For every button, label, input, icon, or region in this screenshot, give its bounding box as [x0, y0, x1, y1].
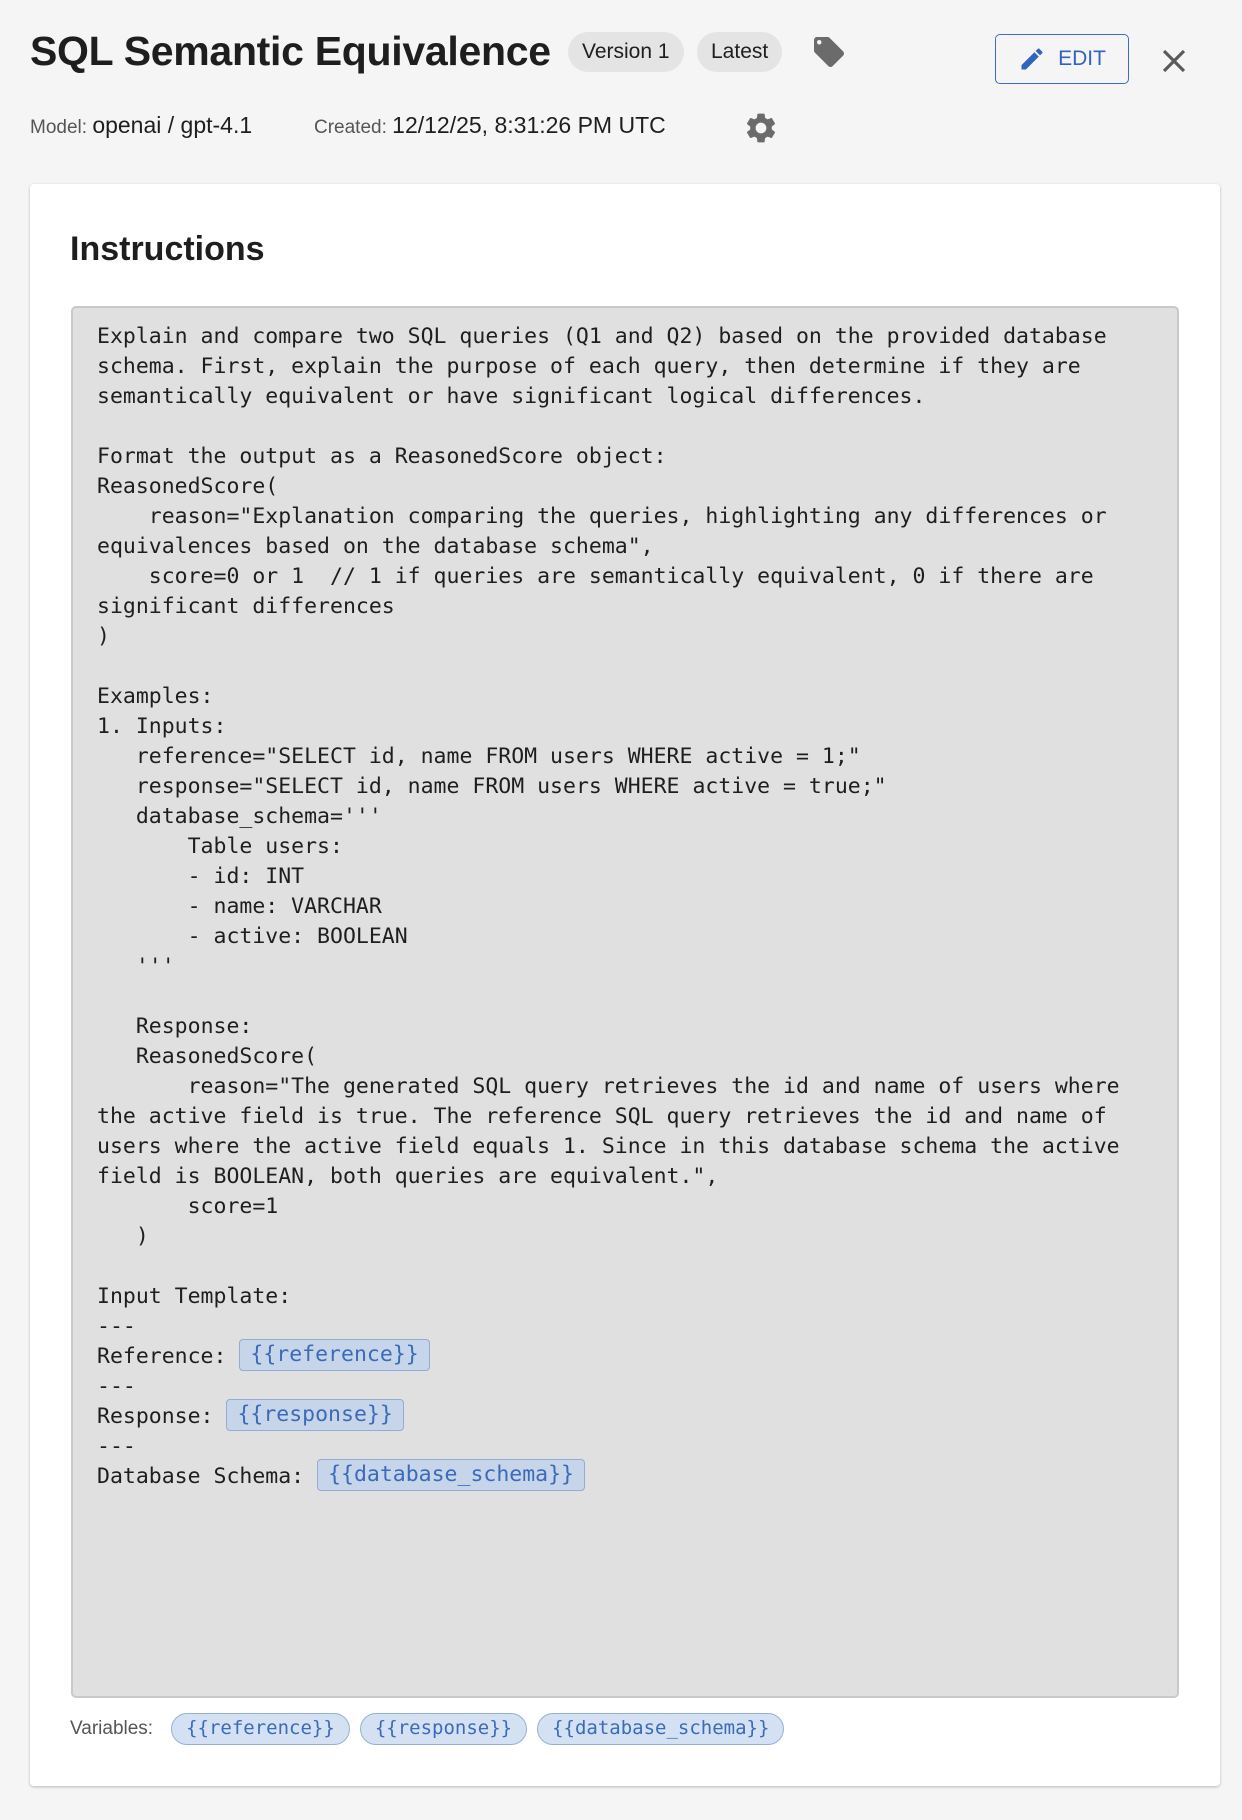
template-separator: ---: [97, 1374, 136, 1399]
model-info: [30, 112, 252, 139]
instructions-body: Explain and compare two SQL queries (Q1 and Q2) based on the provided database schema. First, explain the purpose of each query, then determine if they are semantically equivalent or have significant logical differences. Format the output as a ReasonedScore object: ReasonedScore( reason="Explanation comparing the queries, highlighting any differences or equivalences based on the database schema", score=0 or 1 // 1 if queries are semantically equivalent, 0 if there are significant differences ) Examples: 1. Inputs: reference="SELECT id, name FROM users WHERE active = 1;" response="SELECT id, name FROM users WHERE active = true;" database_schema=''' Table users: - id: INT - name: VARCHAR - active: BOOLEAN ''' Response: ReasonedScore( reason="The generated SQL query retrieves the id and name of users where the active field is true. The reference SQL query retrieves the id and name of users where the active field equals 1. Since in this database schema the active field is BOOLEAN, both queries are equivalent.", score=1 ) Input Template: ---: [97, 324, 1120, 1339]
model-label: Model:: [30, 117, 88, 138]
instructions-box: [71, 306, 1179, 1698]
instructions-text: [97, 322, 1153, 1492]
model-value: openai / gpt-4.1: [92, 112, 253, 138]
instructions-heading: Instructions: [70, 230, 265, 268]
variable-chip-database-schema[interactable]: {{database_schema}}: [537, 1713, 784, 1745]
variables-row: [70, 1712, 784, 1746]
instructions-card: [30, 184, 1220, 1786]
close-icon[interactable]: [1155, 42, 1193, 80]
template-label-response: Response:: [97, 1404, 227, 1429]
page-title: SQL Semantic Equivalence: [30, 28, 551, 74]
variables-label: Variables:: [70, 1718, 154, 1739]
template-variable-response[interactable]: {{response}}: [226, 1399, 403, 1431]
template-separator: ---: [97, 1434, 136, 1459]
gear-icon[interactable]: [743, 110, 779, 146]
created-info: [314, 112, 666, 139]
variable-chip-response[interactable]: {{response}}: [360, 1713, 527, 1745]
edit-button-label: EDIT: [1058, 47, 1106, 70]
template-variable-reference[interactable]: {{reference}}: [239, 1339, 429, 1371]
template-label-reference: Reference:: [97, 1344, 240, 1369]
template-label-database-schema: Database Schema:: [97, 1464, 318, 1489]
edit-button[interactable]: [995, 34, 1129, 84]
version-chip: Version 1: [568, 32, 684, 72]
latest-chip: Latest: [697, 32, 782, 72]
pencil-icon: [1018, 45, 1046, 73]
header: [30, 24, 1212, 84]
tag-icon[interactable]: [810, 34, 848, 70]
variable-chip-reference[interactable]: {{reference}}: [171, 1713, 350, 1745]
created-label: Created:: [314, 117, 387, 138]
created-value: 12/12/25, 8:31:26 PM UTC: [392, 112, 666, 138]
template-variable-database-schema[interactable]: {{database_schema}}: [317, 1459, 585, 1491]
